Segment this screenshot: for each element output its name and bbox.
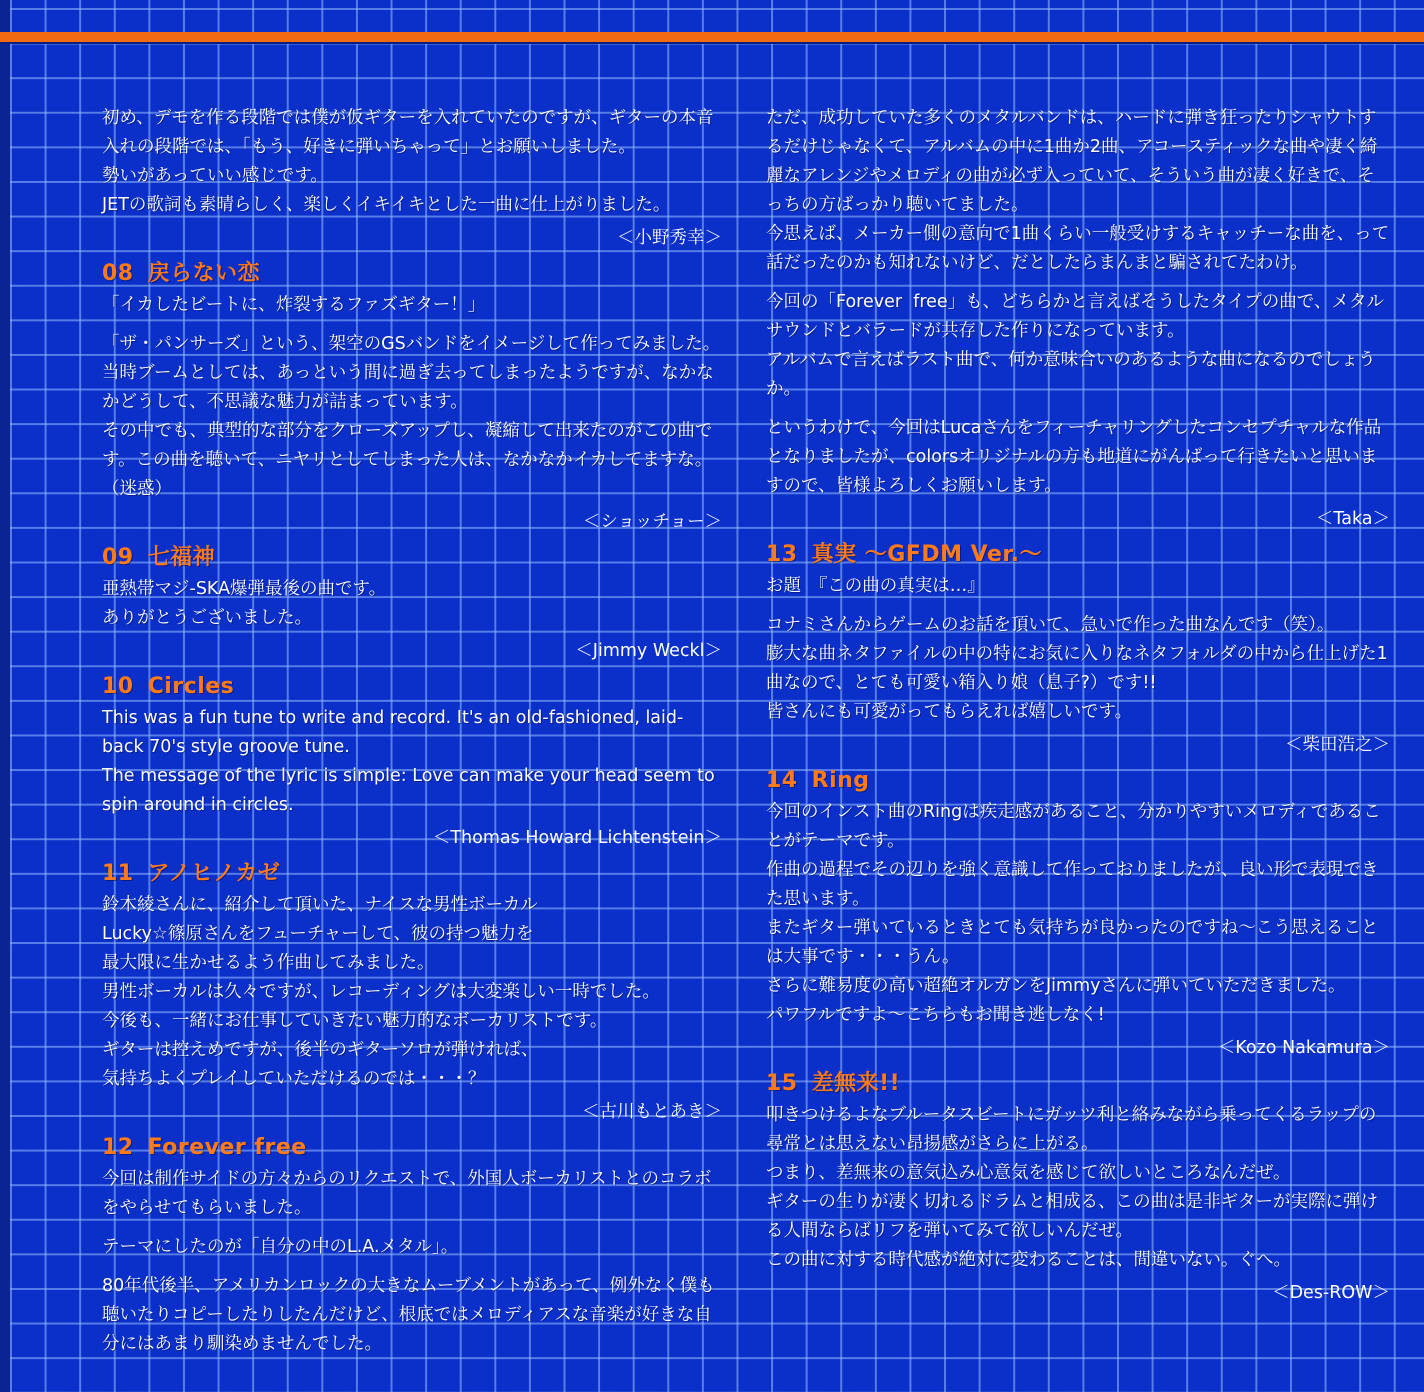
track-heading — [102, 859, 722, 889]
track-11-notes — [102, 859, 722, 1127]
track-number: 13 — [766, 542, 798, 567]
right-column — [766, 104, 1390, 1314]
paragraph: 亜熱帯マジ-SKA爆弾最後の曲です。 ありがとうございました。 — [102, 579, 387, 628]
paragraph: 初め、デモを作る段階では僕が仮ギターを入れていたのですが、ギターの本音入れの段階では、「もう、好きに弾いちゃって」とお願いしました。 勢いがあっていい感じです。 JETの歌詞も素晴らしく、楽しくイキイキとした一曲に仕上がりました。 — [102, 108, 714, 215]
track-title: Ring — [811, 768, 870, 793]
signature: ＜ショッチョー＞ — [582, 512, 722, 532]
track-heading — [766, 1069, 1390, 1099]
track-number: 09 — [102, 545, 134, 570]
signature: ＜Kozo Nakamura＞ — [1217, 1038, 1390, 1058]
signature: ＜柴田浩之＞ — [1285, 735, 1390, 755]
paragraph: お題 『この曲の真実は…』 — [766, 576, 985, 596]
track-15-notes — [766, 1069, 1390, 1308]
track-title: 真実 〜GFDM Ver.〜 — [811, 542, 1042, 567]
top-orange-bar — [0, 32, 1424, 42]
track-heading — [102, 672, 722, 702]
signature: ＜Jimmy Weckl＞ — [575, 641, 722, 661]
left-column — [102, 104, 722, 1359]
signature: ＜小野秀幸＞ — [617, 228, 722, 248]
track-09-notes — [102, 543, 722, 666]
paragraph: 鈴木綾さんに、紹介して頂いた、ナイスな男性ボーカル Lucky☆篠原さんをフューチャーして、彼の持つ魅力を 最大限に生かせるよう作曲してみました。 男性ボーカルは久々ですが、レコーディングは大変楽しい一時でした。 今後も、一緒にお仕事していきたい魅力的なボーカリストです。 ギターは控えめですが、後半のギターソロが弾ければ、 気持ちよくプレイしていただけるのでは・・・？ — [102, 895, 660, 1089]
track-number: 12 — [102, 1135, 134, 1160]
paragraph: This was a fun tune to write and record. It's an old-fashioned, laid-back 70's style groove tune. The message of the lyric is simple: Love can make your head seem to spin around in circles. — [102, 708, 715, 815]
track-heading — [102, 1133, 722, 1163]
paragraph: 叩きつけるよなブルータスビートにガッツ利と絡みながら乗ってくるラップの尋常とは思えない昂揚感がさらに上がる。 つまり、差無来の意気込み心意気を感じて欲しいところなんだぜ。 ギターの生りが凄く切れるドラムと相成る、この曲は是非ギターが実際に弾ける人間ならばリフを弾いてみて欲しいんだぜ。 この曲に対する時代感が絶対に変わることは、間違いない。ぐへ。 — [766, 1105, 1378, 1270]
paragraph: テーマにしたのが「自分の中のL.A.メタル」。 — [102, 1237, 459, 1257]
paragraph: 今回は制作サイドの方々からのリクエストで、外国人ボーカリストとのコラボをやらせてもらいました。 — [102, 1169, 712, 1218]
signature: ＜Des-ROW＞ — [1272, 1283, 1390, 1303]
track-number: 08 — [102, 261, 134, 286]
track-heading — [766, 766, 1390, 796]
paragraph: 今回の「Forever free」も、どちらかと言えばそうしたタイプの曲で、メタルサウンドとバラードが共存した作りになっています。 アルバムで言えばラスト曲で、何か意味合いのあるような曲になるのでしょうか。 — [766, 292, 1384, 399]
paragraph: コナミさんからゲームのお話を頂いて、急いで作った曲なんです（笑）。 膨大な曲ネタファイルの中の特にお気に入りなネタフォルダの中から仕上げた1曲なので、とても可愛い箱入り娘（息子?）です!! 皆さんにも可愛がってもらえれば嬉しいです。 — [766, 615, 1388, 722]
track-heading — [102, 543, 722, 573]
paragraph: 「イカしたビートに、炸裂するファズギター！」 — [102, 295, 486, 315]
signature: ＜古川もとあき＞ — [582, 1102, 722, 1122]
track-12-notes — [102, 1133, 722, 1359]
intro-notes — [102, 104, 722, 253]
track-number: 14 — [766, 768, 798, 793]
track-number: 15 — [766, 1071, 798, 1096]
track-title: Circles — [147, 674, 235, 699]
track-title: 戻らない恋 — [147, 261, 261, 286]
track-10-notes — [102, 672, 722, 853]
track-14-notes — [766, 766, 1390, 1063]
track-13-notes — [766, 540, 1390, 760]
paragraph: 「ザ・パンサーズ」という、架空のGSバンドをイメージして作ってみました。 当時ブームとしては、あっという間に過ぎ去ってしまったようですが、なかなかどうして、不思議な魅力が詰まっています。 その中でも、典型的な部分をクローズアップし、凝縮して出来たのがこの曲です。この曲を聴いて、ニヤリとしてしまった人は、なかなかイカしてますな。（迷惑） — [102, 334, 721, 499]
track-number: 11 — [102, 861, 134, 886]
track-12-notes-continued — [766, 104, 1390, 534]
paragraph: ただ、成功していた多くのメタルバンドは、ハードに弾き狂ったりシャウトするだけじゃなくて、アルバムの中に1曲か2曲、アコースティックな曲や凄く綺麗なアレンジやメロディの曲が必ず入っていて、そういう曲が凄く好きで、そっちの方ばっかり聴いてました。 今思えば、メーカー側の意向で1曲くらい一般受けするキャッチーな曲を、って話だったのかも知れないけど、だとしたらまんまと騙されてたわけ。 — [766, 108, 1390, 273]
track-heading — [102, 259, 722, 289]
track-title: 七福神 — [147, 545, 216, 570]
paragraph: 80年代後半、アメリカンロックの大きなムーブメントがあって、例外なく僕も聴いたりコピーしたりしたんだけど、根底ではメロディアスな音楽が好きな自分にはあまり馴染めませんでした。 — [102, 1276, 715, 1354]
track-08-notes — [102, 259, 722, 537]
track-title: Forever free — [147, 1135, 307, 1160]
track-title: アノヒノカゼ — [147, 861, 281, 886]
paragraph: というわけで、今回はLucaさんをフィーチャリングしたコンセプチャルな作品となりましたが、colorsオリジナルの方も地道にがんばって行きたいと思いますので、皆様よろしくお願いします。 — [766, 418, 1382, 496]
signature: ＜Thomas Howard Lichtenstein＞ — [432, 828, 722, 848]
track-title: 差無来!! — [811, 1071, 901, 1096]
paragraph: 今回のインスト曲のRingは疾走感があること、分かりやすいメロディであることがテーマです。 作曲の過程でその辺りを強く意識して作っておりましたが、良い形で表現できた思います。 またギター弾いているときとても気持ちが良かったのですね〜こう思えることは大事です・・・うん。 さらに難易度の高い超絶オルガンをJimmyさんに弾いていただきました。 パワフルですよ〜こちらもお聞き逃しなく! — [766, 802, 1381, 1025]
page-left-edge — [0, 0, 10, 1392]
top-bar-shadow — [0, 42, 1424, 44]
signature: ＜Taka＞ — [1315, 509, 1390, 529]
track-number: 10 — [102, 674, 134, 699]
track-heading — [766, 540, 1390, 570]
